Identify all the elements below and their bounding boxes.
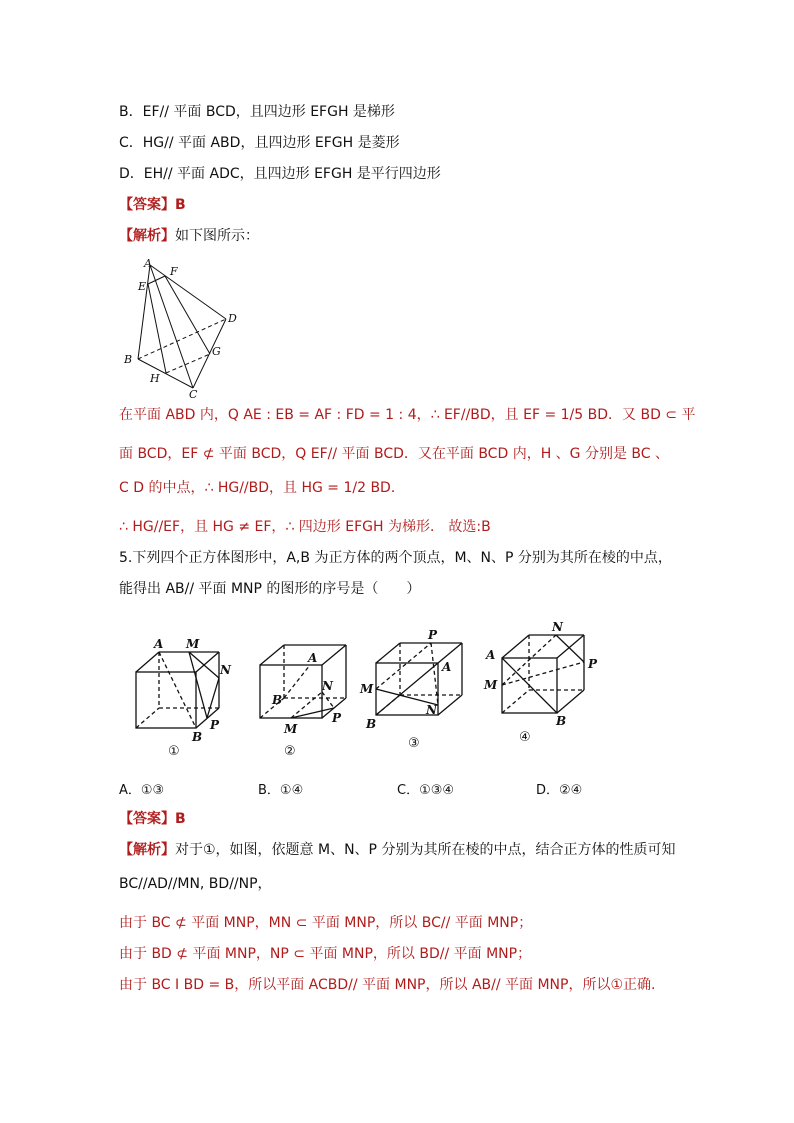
- label-e: E: [138, 280, 147, 293]
- answer-value: B: [175, 197, 186, 213]
- choice-letter: D．: [536, 783, 560, 798]
- label-m: M: [284, 722, 298, 736]
- label-b: B: [124, 353, 133, 366]
- choice-value: ②④: [559, 783, 583, 798]
- answer-1: [119, 195, 186, 215]
- figure-number-4: ④: [519, 730, 531, 745]
- label-a: A: [154, 637, 164, 651]
- analysis-2-line5: 由于 BC I BD = B，所以平面 ACBD// 平面 MNP，所以 AB// 平面 MNP，所以①正确.: [119, 977, 656, 993]
- label-p: P: [210, 718, 220, 732]
- analysis-tag: 【解析】: [119, 842, 175, 858]
- label-m: M: [186, 637, 200, 651]
- label-a: A: [486, 648, 496, 662]
- choice-c: [397, 779, 454, 798]
- label-b: B: [192, 730, 203, 744]
- label-c: C: [189, 388, 198, 400]
- figure-number-1: ①: [168, 744, 180, 759]
- analysis-2-line4: 由于 BD ⊄ 平面 MNP，NP ⊂ 平面 MNP，所以 BD// 平面 MNP；: [119, 946, 532, 962]
- tetrahedron-figure: [118, 255, 248, 400]
- label-g: G: [212, 345, 221, 358]
- analysis-1-line4: ∴ HG//EF，且 HG ≠ EF，∴ 四边形 EFGH 为梯形． 故选:B: [119, 519, 491, 535]
- choice-value: ①④: [279, 783, 304, 798]
- segment-hg: [166, 354, 210, 373]
- analysis-1-line3: C D 的中点，∴ HG//BD，且 HG = 1/2 BD．: [119, 480, 405, 496]
- analysis-1-line2: 面 BCD，EF ⊄ 平面 BCD，Q EF// 平面 BCD．又在平面 BCD 内，H 、G 分别是 BC 、: [119, 446, 669, 462]
- choice-d: [536, 779, 582, 798]
- figure-number-3: ③: [408, 736, 420, 751]
- label-d: D: [228, 312, 237, 325]
- analysis-2-line1: [119, 840, 675, 860]
- analysis-text: 对于①，如图，依题意 M、N、P 分别为其所在棱的中点，结合正方体的性质可知: [175, 842, 676, 858]
- answer-tag: 【答案】: [119, 197, 175, 213]
- label-n: N: [426, 703, 437, 717]
- cube-figure-1: [128, 632, 238, 747]
- figure-number-2: ②: [284, 744, 296, 759]
- choice-letter: B．: [258, 783, 280, 798]
- analysis-2-line3: 由于 BC ⊄ 平面 MNP，MN ⊂ 平面 MNP，所以 BC// 平面 MNP；: [119, 915, 533, 931]
- label-p: P: [332, 711, 342, 725]
- label-b: B: [272, 693, 283, 707]
- label-n: N: [220, 663, 231, 677]
- cube-figure-2: [252, 632, 362, 742]
- label-m: M: [360, 682, 374, 696]
- segment-eh: [148, 284, 166, 373]
- option-b: B．EF// 平面 BCD，且四边形 EFGH 是梯形: [119, 104, 395, 120]
- label-p: P: [588, 657, 598, 671]
- edge-ad: [150, 265, 226, 319]
- label-b: B: [366, 717, 377, 731]
- choice-value: ①③④: [419, 783, 455, 798]
- analysis-1-line1: 在平面 ABD 内，Q AE : EB = AF : FD = 1 : 4，∴ EF//BD，且 EF = 1/5 BD．又 BD ⊂ 平: [119, 407, 696, 423]
- label-b: B: [556, 714, 567, 728]
- choice-letter: C．: [397, 783, 420, 798]
- label-p: P: [428, 628, 438, 642]
- label-a: A: [144, 257, 152, 270]
- label-n: N: [552, 620, 563, 634]
- choice-value: ①③: [140, 783, 165, 798]
- segment-fg: [165, 276, 210, 354]
- analysis-1-intro: [119, 226, 259, 246]
- option-c: C．HG// 平面 ABD，且四边形 EFGH 是菱形: [119, 135, 400, 151]
- label-m: M: [484, 678, 498, 692]
- cube-figure-3: [356, 628, 471, 738]
- label-a: A: [442, 660, 452, 674]
- answer-value: B: [175, 811, 186, 827]
- choice-a: [119, 779, 164, 798]
- label-n: N: [322, 679, 333, 693]
- answer-2: [119, 809, 186, 829]
- option-d: D．EH// 平面 ADC，且四边形 EFGH 是平行四边形: [119, 166, 441, 182]
- choice-letter: A．: [119, 783, 141, 798]
- answer-tag: 【答案】: [119, 811, 175, 827]
- analysis-tag: 【解析】: [119, 228, 175, 244]
- label-h: H: [150, 372, 160, 385]
- question-5-line1: 5.下列四个正方体图形中，A,B 为正方体的两个顶点，M、N、P 分别为其所在棱的中点，: [119, 550, 672, 566]
- label-a: A: [308, 651, 318, 665]
- choice-b: [258, 779, 303, 798]
- cube-figure-4: [478, 618, 603, 733]
- analysis-intro: 如下图所示：: [175, 228, 259, 244]
- question-5-line2: 能得出 AB// 平面 MNP 的图形的序号是（ ）: [119, 581, 421, 597]
- label-f: F: [170, 265, 178, 278]
- analysis-2-line2: BC//AD//MN, BD//NP，: [119, 876, 272, 892]
